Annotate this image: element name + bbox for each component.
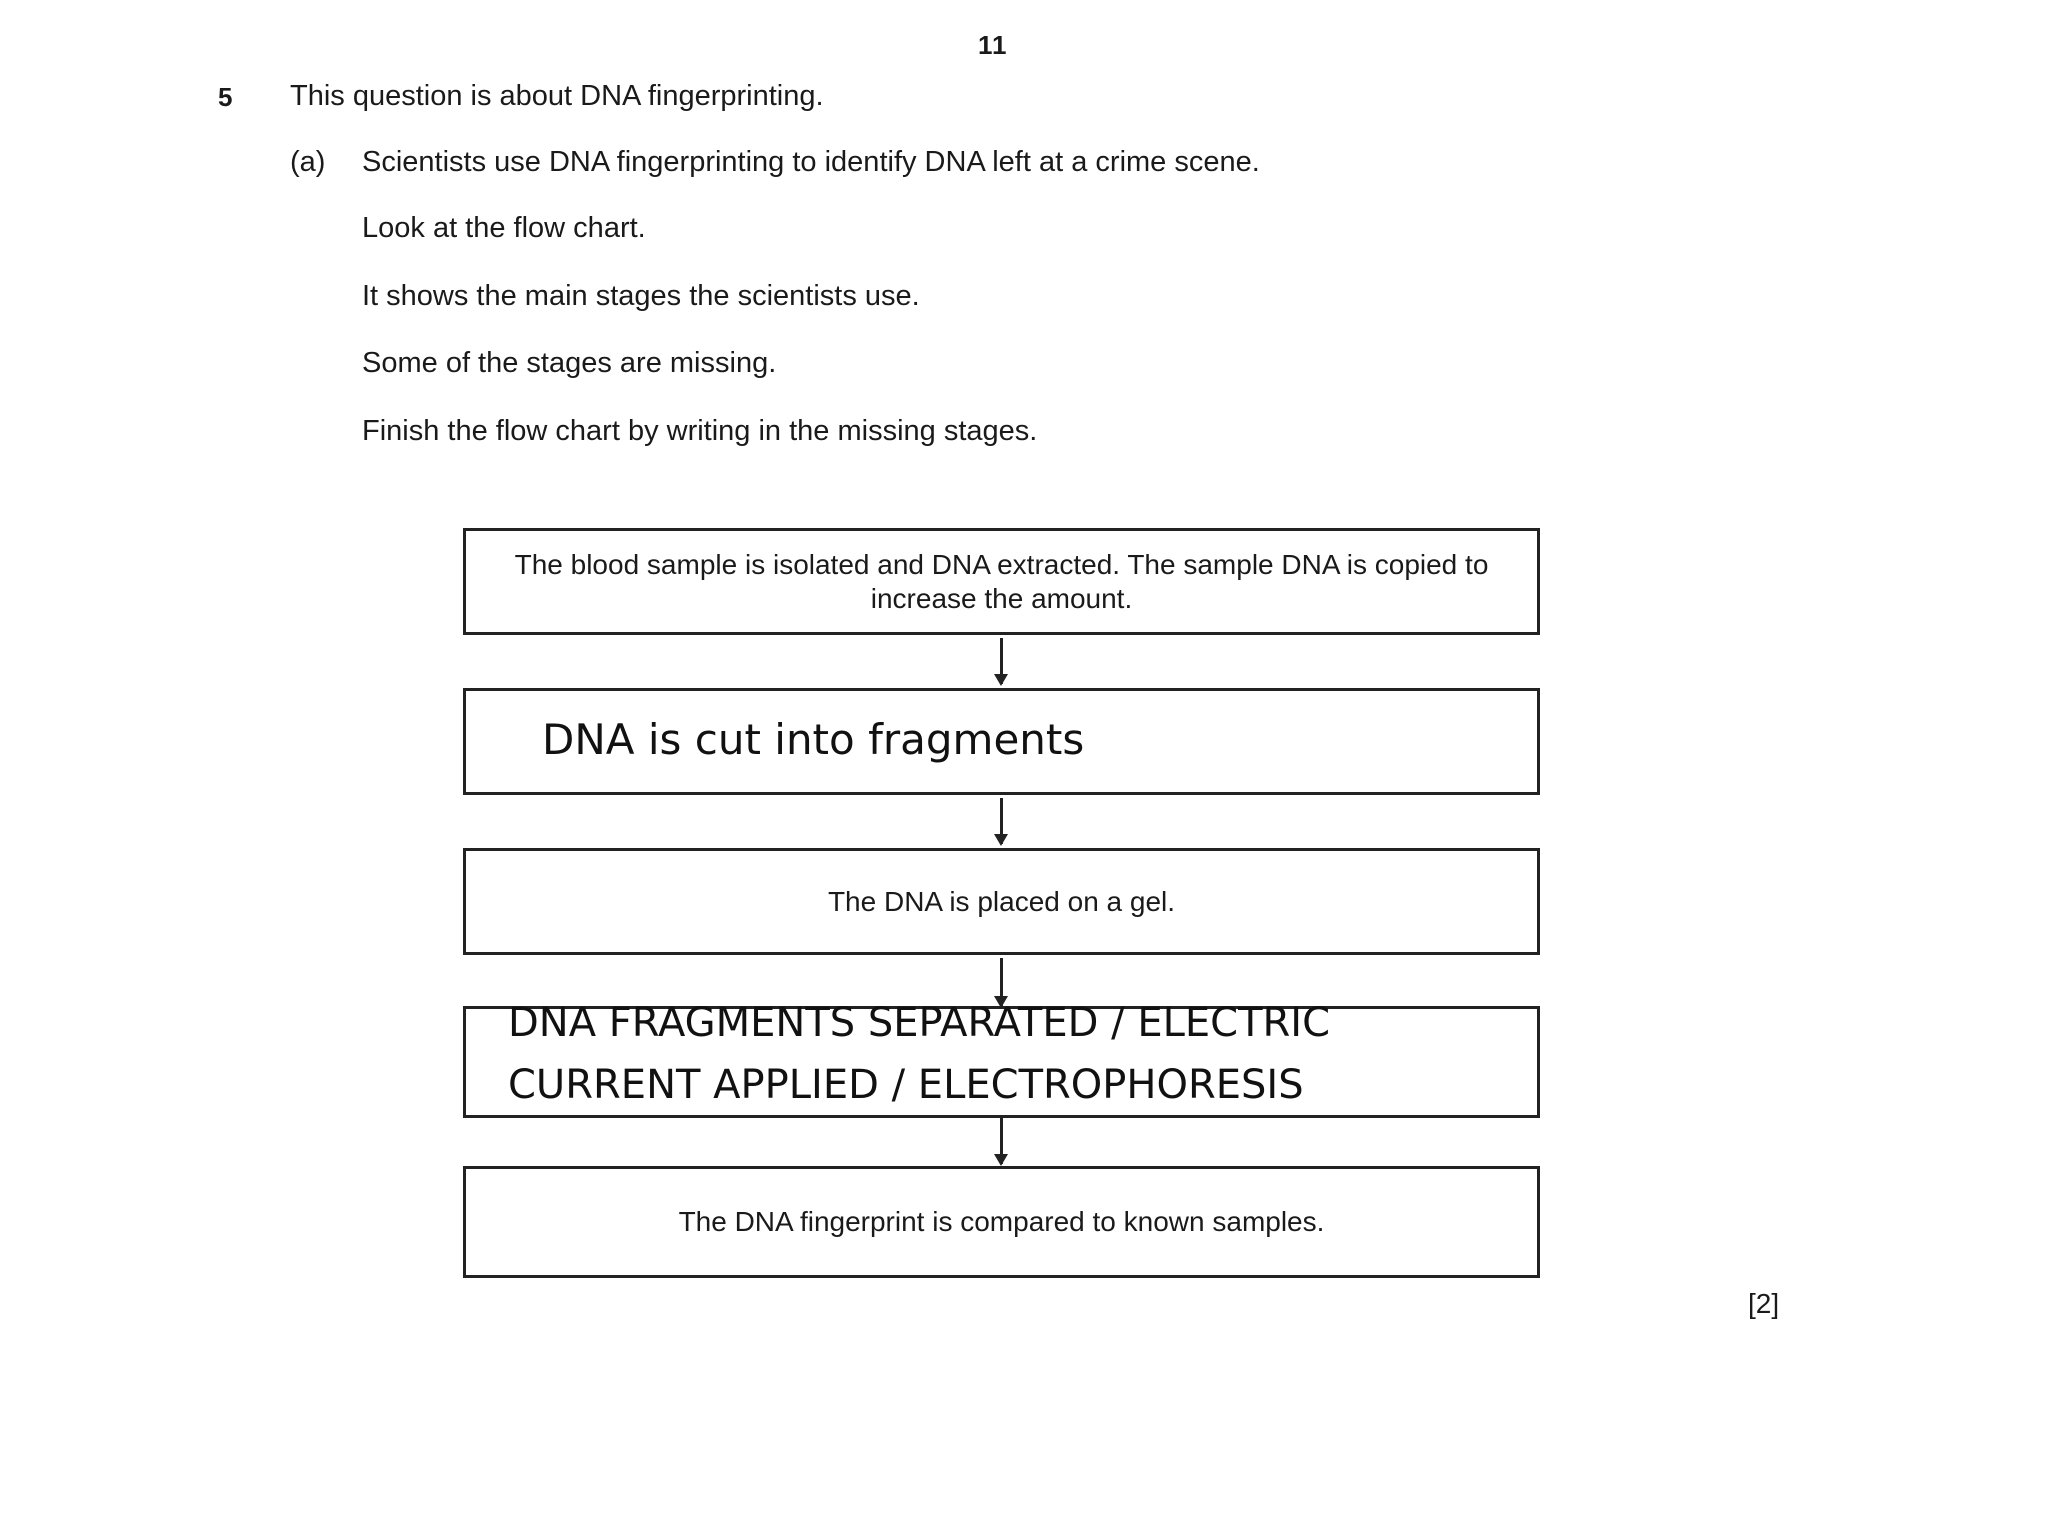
flow-box-5-text: The DNA fingerprint is compared to known samples. xyxy=(678,1206,1325,1237)
instruction-line-5: Finish the flow chart by writing in the missing stages. xyxy=(362,415,1038,447)
flow-arrow-1 xyxy=(1000,638,1003,684)
instruction-line-3: It shows the main stages the scientists use. xyxy=(362,280,920,312)
flow-box-3 xyxy=(463,848,1540,955)
flow-box-3-text: The DNA is placed on a gel. xyxy=(827,885,1176,917)
instruction-line-2: Look at the flow chart. xyxy=(362,212,646,244)
marks-indicator: [2] xyxy=(1748,1288,1780,1319)
page-number: 11 xyxy=(978,30,1008,60)
part-label: (a) xyxy=(290,146,326,178)
flow-box-2[interactable] xyxy=(463,688,1540,795)
question-text: This question is about DNA fingerprinting. xyxy=(290,80,824,112)
flow-box-5 xyxy=(463,1166,1540,1278)
answer-line-2: CURRENT APPLIED / ELECTROPHORESIS xyxy=(508,1062,1304,1108)
answer-line-1: DNA FRAGMENTS SEPARATED / ELECTRIC xyxy=(508,1000,1331,1046)
flow-box-4-answer xyxy=(508,992,1330,1116)
flow-box-1 xyxy=(463,528,1540,635)
question-number: 5 xyxy=(218,82,233,112)
instruction-line-1: Scientists use DNA fingerprinting to identify DNA left at a crime scene. xyxy=(362,146,1260,178)
flow-box-2-answer: DNA is cut into fragments xyxy=(542,715,1085,764)
instruction-line-4: Some of the stages are missing. xyxy=(362,347,777,379)
flow-arrow-4 xyxy=(1000,1118,1003,1164)
flow-box-1-text: The blood sample is isolated and DNA extracted. The sample DNA is copied to increase the amount. xyxy=(514,548,1489,614)
flow-arrow-2 xyxy=(1000,798,1003,844)
